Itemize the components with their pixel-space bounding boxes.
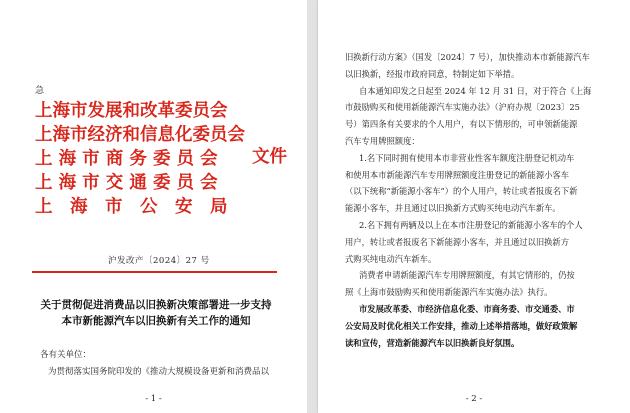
issuer-line: 上海市发展和改革委员会 xyxy=(35,101,228,121)
addressee: 各有关单位： xyxy=(40,350,92,360)
body-line: 消费者申请新能源汽车专用牌照额度，有其它情形的，仍按 xyxy=(359,270,575,281)
page-number: - 1 - xyxy=(145,394,162,404)
body-line: 2.名下拥有两辆及以上在本市注册登记的新能源小客车的个人 xyxy=(359,219,583,230)
body-paragraph: 为贯彻落实国务院印发的《推动大规模设备更新和消费品以 xyxy=(48,367,270,377)
urgency-mark: 急 xyxy=(35,86,45,96)
body-line: 和使用本市新能源汽车专用牌照额度注册登记的新能源小客车 xyxy=(345,169,570,180)
body-line: 以旧换新，经报市政府同意，特制定如下举措。 xyxy=(345,68,520,79)
issuer-line: 上海市经济和信息化委员会 xyxy=(35,125,245,145)
issuer-line: 上 海 市 交 通 委 员 会 xyxy=(35,173,218,193)
body-line: 旧换新行动方案》（国发〔2024〕7 号），加快推动本市新能源汽车 xyxy=(345,52,590,62)
body-line: 市鼓励购买和使用新能源汽车实施办法》（沪府办规〔2023〕25 xyxy=(345,102,580,113)
body-text xyxy=(345,49,613,351)
body-line: 公安局及时优化相关工作安排，推动上述举措落地，做好政策解 xyxy=(345,320,578,331)
body-line: 号）第四条有关要求的个人用户，有以下情形的，可申领新能源 xyxy=(345,119,578,130)
document-title-line-1: 关于贯彻促进消费品以旧换新决策部署进一步支持 xyxy=(40,299,272,311)
body-line: 用户，转让或者报废名下新能源小客车，并且通过以旧换新方 xyxy=(345,236,570,247)
document-page-2 xyxy=(318,0,630,413)
body-line: 汽车专用牌照额度： xyxy=(345,135,420,146)
page-number: - 2 - xyxy=(465,394,483,404)
body-line: 读和宣传，营造新能源汽车以旧换新良好氛围。 xyxy=(345,337,520,348)
body-line: （以下统称“新能源小客车”）的个人用户，转让或者报废名下新 xyxy=(345,186,578,197)
document-title-line-2: 本市新能源汽车以旧换新有关工作的通知 xyxy=(61,315,251,327)
document-type: 文件 xyxy=(252,147,287,167)
body-line: 能源小客车，并且通过以旧换新方式购买纯电动汽车新车。 xyxy=(345,203,561,214)
page-gutter xyxy=(307,0,318,413)
body-line: 1.名下同时拥有使用本市非营业性客车额度注册登记机动车 xyxy=(359,152,575,163)
body-line: 市发展改革委、市经济信息化委、市商务委、市交通委、市 xyxy=(359,303,575,314)
body-line: 照《上海市鼓励购买和使用新能源汽车实施办法》执行。 xyxy=(345,287,553,298)
body-line: 式购买纯电动汽车新车。 xyxy=(345,253,437,264)
issuer-line: 上 海 市 公 安 局 xyxy=(35,197,228,217)
document-page-1 xyxy=(0,0,307,413)
document-number: 沪发改产〔2024〕27 号 xyxy=(108,256,210,266)
issuer-line: 上 海 市 商 务 委 员 会 xyxy=(35,149,218,169)
red-divider xyxy=(32,271,277,273)
body-line: 自本通知印发之日起至 2024 年 12 月 31 日，对于符合《上海 xyxy=(359,85,592,96)
